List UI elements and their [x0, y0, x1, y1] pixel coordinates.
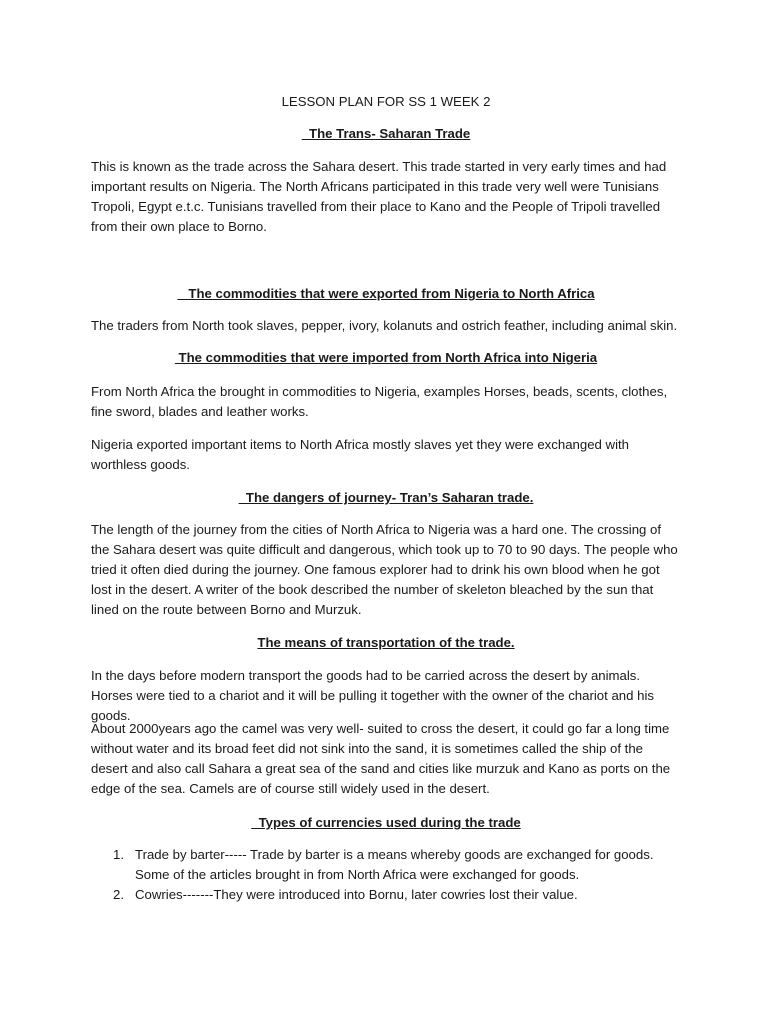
transport-section-2 [91, 719, 681, 799]
exports-paragraph: The traders from North took slaves, pepper, ivory, kolanuts and ostrich feather, including animal skin. [91, 318, 678, 333]
dangers-heading: The dangers of journey- Tran’s Saharan trade. [238, 490, 534, 505]
transport-heading: The means of transportation of the trade. [257, 635, 515, 650]
intro-section [91, 157, 681, 237]
list-item-number: 1. [113, 847, 124, 862]
list-item-number: 2. [113, 887, 124, 902]
transport-paragraph-1: In the days before modern transport the goods had to be carried across the desert by animals. Horses were tied to a chariot and it will be pulling it together with the owner of the chariot and his goods. [91, 668, 654, 723]
currencies-heading: Types of currencies used during the trade [251, 815, 521, 830]
exchange-paragraph: Nigeria exported important items to North Africa mostly slaves yet they were exchanged with worthless goods. [91, 437, 629, 472]
imports-paragraph: From North Africa the brought in commodities to Nigeria, examples Horses, beads, scents, clothes, fine sword, blades and leather works. [91, 384, 668, 419]
imports-heading: The commodities that were imported from North Africa into Nigeria [174, 350, 598, 365]
topic-heading: The Trans- Saharan Trade [301, 126, 471, 141]
intro-paragraph: This is known as the trade across the Sahara desert. This trade started in very early times and had important results on Nigeria. The North Africans participated in this trade very well were Tunisians Tropoli, Egypt e.t.c. Tunisians travelled from their place to Kano and the People of Tripoli travelled from their own place to Borno. [91, 159, 667, 234]
exports-heading: The commodities that were exported from Nigeria to North Africa [177, 286, 595, 301]
list-item [91, 885, 681, 905]
document-title: LESSON PLAN FOR SS 1 WEEK 2 [281, 94, 491, 109]
exports-section [91, 316, 681, 336]
exchange-section [91, 435, 681, 475]
list-item [91, 845, 681, 885]
transport-section-1 [91, 666, 681, 726]
list-item-text: Cowries-------They were introduced into Bornu, later cowries lost their value. [135, 887, 578, 902]
dangers-paragraph: The length of the journey from the cities of North Africa to Nigeria was a hard one. The crossing of the Sahara desert was quite difficult and dangerous, which took up to 70 to 90 days. The people who tried it often died during the journey. One famous explorer had to drink his own blood when he got lost in the desert. A writer of the book described the number of skeleton bleached by the sun that lined on the route between Borno and Murzuk. [91, 522, 678, 617]
imports-section [91, 382, 681, 422]
dangers-section [91, 520, 681, 620]
currencies-list [91, 845, 681, 905]
transport-paragraph-2: About 2000years ago the camel was very well- suited to cross the desert, it could go far a long time without water and its broad feet did not sink into the sand, it is sometimes called the ship of the desert and also call Sahara a great sea of the sand and cities like murzuk and Kano as ports on the edge of the sea. Camels are of course still widely used in the desert. [91, 721, 671, 796]
list-item-text: Trade by barter----- Trade by barter is a means whereby goods are exchanged for goods. Some of the articles brought in from North Africa were exchanged for goods. [135, 847, 654, 882]
